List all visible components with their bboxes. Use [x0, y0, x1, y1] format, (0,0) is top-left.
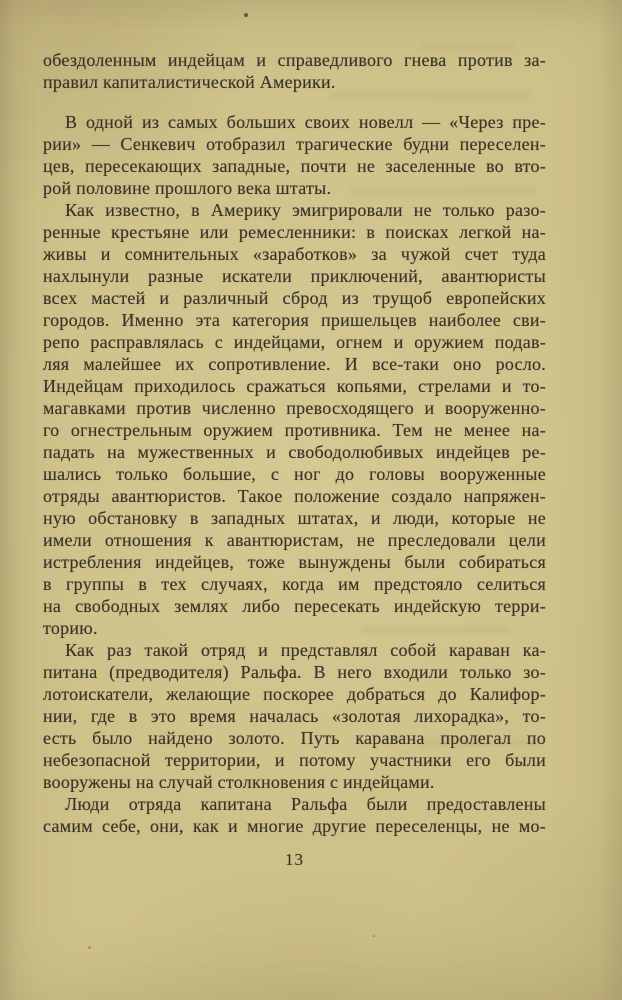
text-line: Как известно, в Америку эмигрировали не только разо-: [65, 200, 546, 220]
text-line: го огнестрельным оружием противника. Тем не менее на-: [43, 420, 546, 440]
ink-speck: [88, 946, 91, 949]
text-line: ляя малейшее их сопротивление. И все-таки оно росло.: [43, 354, 546, 374]
text-line: лотоискатели, желающие поскорее добраться до Калифор-: [43, 684, 546, 704]
text-line: рии» — Сенкевич отобразил трагические будни переселен-: [43, 134, 546, 154]
text-line: питана (предводителя) Ральфа. В него входили только зо-: [43, 662, 546, 682]
text-line: торию.: [43, 618, 98, 638]
page-text: [43, 49, 546, 837]
page-number: 13: [285, 850, 304, 869]
paragraph: [43, 639, 546, 793]
text-line: ную обстановку в западных штатах, и люди, которые не: [43, 508, 546, 528]
ink-speck: [372, 935, 375, 937]
text-line: небезопасной территории, и потому участники его были: [43, 750, 546, 770]
text-line: цев, пересекающих западные, почти не заселенные во вто-: [43, 156, 546, 176]
text-line: Как раз такой отряд и представлял собой караван ка-: [65, 640, 546, 660]
paragraph: [43, 49, 546, 93]
text-line: падать на мужественных и свободолюбивых индейцев ре-: [43, 442, 546, 462]
paragraph: [43, 793, 546, 837]
text-line: нии, где в это время началась «золотая лихорадка», то-: [43, 706, 546, 726]
text-line: городов. Именно эта категория пришельцев наиболее сви-: [43, 310, 546, 330]
text-line: всех мастей и различный сброд из трущоб европейских: [43, 288, 546, 308]
text-line: репо расправлялась с индейцами, огнем и оружием подав-: [43, 332, 546, 352]
text-line: Люди отряда капитана Ральфа были предоставлены: [65, 794, 546, 814]
text-line: в группы в тех случаях, когда им предстояло селиться: [43, 574, 546, 594]
paragraph: [43, 111, 546, 199]
text-line: истребления индейцев, тоже вынуждены были собираться: [43, 552, 546, 572]
text-line: обездоленным индейцам и справедливого гнева против за-: [43, 50, 546, 70]
ink-speck: [244, 13, 248, 17]
text-line: ренные крестьяне или ремесленники: в поисках легкой на-: [43, 222, 546, 242]
paragraph: [43, 199, 546, 639]
text-line: магавками против численно превосходящего и вооруженно-: [43, 398, 546, 418]
text-line: отряды авантюристов. Такое положение создало напряжен-: [43, 486, 546, 506]
text-line: самим себе, они, как и многие другие переселенцы, не мо-: [43, 816, 546, 836]
text-line: шались только большие, с ног до головы вооруженные: [43, 464, 546, 484]
text-line: Индейцам приходилось сражаться копьями, стрелами и то-: [43, 376, 546, 396]
text-line: вооружены на случай столкновения с индейцами.: [43, 772, 435, 792]
text-line: есть было найдено золото. Путь каравана пролегал по: [43, 728, 546, 748]
text-line: на свободных землях либо пересекать индейскую терри-: [43, 596, 546, 616]
text-line: рой половине прошлого века штаты.: [43, 178, 332, 198]
text-line: В одной из самых больших своих новелл — «Через пре-: [65, 112, 546, 132]
text-line: имели отношения к авантюристам, не преследовали цели: [43, 530, 546, 550]
text-line: нахлынули разные искатели приключений, авантюристы: [43, 266, 546, 286]
text-line: правил капиталистической Америки.: [43, 72, 336, 92]
text-line: живы и сомнительных «заработков» за чужой счет туда: [43, 244, 546, 264]
